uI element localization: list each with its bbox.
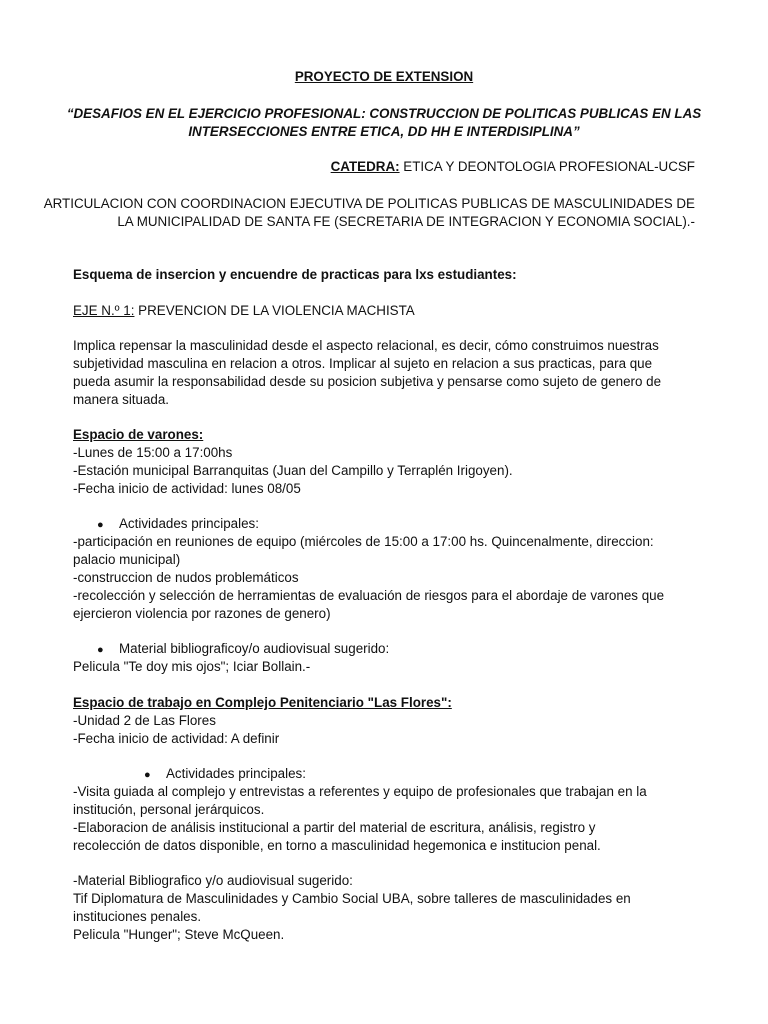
eje-heading: [73, 302, 415, 320]
section-heading-varones: Espacio de varones:: [73, 427, 204, 442]
material-line: Tif Diplomatura de Masculinidades y Cambio Social UBA, sobre talleres de masculinidades en: [73, 891, 631, 906]
articulacion-line-1: ARTICULACION CON COORDINACION EJECUTIVA DE POLITICAS PUBLICAS DE MASCULINIDADES DE: [43, 196, 695, 211]
bullet-text: Actividades principales:: [119, 516, 259, 531]
material-line: -Material Bibliografico y/o audiovisual sugerido:: [73, 873, 353, 888]
bullet-text: Actividades principales:: [166, 766, 306, 781]
catedra-value: ETICA Y DEONTOLOGIA PROFESIONAL-UCSF: [399, 159, 695, 174]
activity-line: -Elaboracion de análisis institucional a partir del material de escritura, análisis, registro y: [73, 820, 596, 835]
detail-line: -Fecha inicio de actividad: A definir: [73, 731, 280, 746]
bullet-text: Material bibliograficoy/o audiovisual sugerido:: [119, 641, 390, 656]
activity-line: palacio municipal): [73, 552, 181, 567]
catedra-line: [331, 158, 695, 176]
detail-line: -Estación municipal Barranquitas (Juan del Campillo y Terraplén Irigoyen).: [73, 463, 513, 478]
bullet-icon: ●: [144, 769, 151, 781]
activity-line: -participación en reuniones de equipo (miércoles de 15:00 a 17:00 hs. Quincenalmente, direccion:: [73, 534, 654, 549]
bullet-icon: ●: [97, 644, 104, 656]
eje-value: PREVENCION DE LA VIOLENCIA MACHISTA: [134, 303, 415, 318]
activity-line: recolección de datos disponible, en torno a masculinidad hegemonica e institucion penal.: [73, 838, 601, 853]
catedra-label: CATEDRA:: [330, 159, 400, 174]
paragraph-line: manera situada.: [73, 392, 170, 407]
paragraph-line: pueda asumir la responsabilidad desde su posicion subjetiva y pensarse como sujeto de genero de: [73, 374, 662, 389]
detail-line: -Unidad 2 de Las Flores: [73, 713, 216, 728]
material-line: Pelicula "Hunger"; Steve McQueen.: [73, 927, 285, 942]
bullet-item: [97, 640, 389, 659]
activity-line: -recolección y selección de herramientas de evaluación de riesgos para el abordaje de varones que: [73, 588, 665, 603]
esquema-heading: Esquema de insercion y encuendre de practicas para lxs estudiantes:: [73, 267, 517, 282]
articulacion-line-2: LA MUNICIPALIDAD DE SANTA FE (SECRETARIA DE INTEGRACION Y ECONOMIA SOCIAL).-: [117, 214, 695, 229]
detail-line: -Fecha inicio de actividad: lunes 08/05: [73, 481, 301, 496]
bullet-item: [97, 515, 259, 534]
activity-line: institución, personal jerárquicos.: [73, 802, 265, 817]
section-heading-penitenciario: Espacio de trabajo en Complejo Penitenciario "Las Flores":: [73, 695, 452, 710]
eje-label: EJE N.º 1:: [73, 303, 135, 318]
bullet-item: [144, 765, 306, 784]
activity-line: ejercieron violencia por razones de genero): [73, 606, 331, 621]
paragraph-line: subjetividad masculina en relacion a otros. Implicar al sujeto en relacion a sus practicas, para que: [73, 356, 653, 371]
subtitle-line-2: INTERSECCIONES ENTRE ETICA, DD HH E INTERDISIPLINA”: [188, 124, 580, 139]
material-line: Pelicula "Te doy mis ojos"; Iciar Bollain.-: [73, 659, 311, 674]
bullet-icon: ●: [97, 519, 104, 531]
doc-title: PROYECTO DE EXTENSION: [294, 69, 474, 84]
activity-line: -construccion de nudos problemáticos: [73, 570, 299, 585]
subtitle-line-1: “DESAFIOS EN EL EJERCICIO PROFESIONAL: CONSTRUCCION DE POLITICAS PUBLICAS EN LAS: [66, 106, 702, 121]
paragraph-line: Implica repensar la masculinidad desde el aspecto relacional, es decir, cómo construimos nuestras: [73, 338, 659, 353]
detail-line: -Lunes de 15:00 a 17:00hs: [73, 445, 233, 460]
activity-line: -Visita guiada al complejo y entrevistas a referentes y equipo de profesionales que trabajan en la: [73, 784, 647, 799]
material-line: instituciones penales.: [73, 909, 202, 924]
